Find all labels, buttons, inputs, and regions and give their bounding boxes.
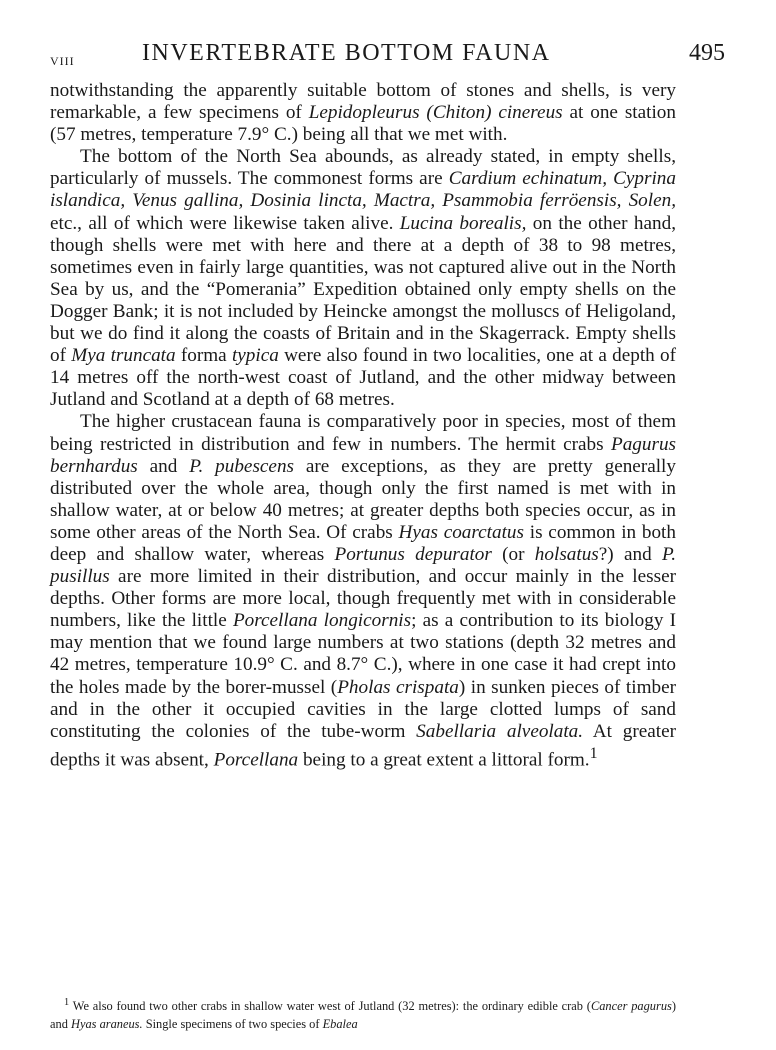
text-run: forma [175, 345, 232, 367]
text-run: ) in sunken pieces of timber and in the other it occupied cavities in the large clotted lumps of sand constituting the colonies of the tube-worm [50, 676, 676, 742]
text-run: are exceptions, as they are pretty generally distributed over the whole area, though only the first named is met with in shallow water, at or below 40 metres; at greater depths both species occur, as in some other areas of the North Sea. Of crabs [50, 455, 676, 543]
running-header [50, 40, 725, 70]
text-run: are more limited in their distribution, and occur mainly in the lesser depths. Other forms are more local, though frequently met with in considerable numbers, like the little [50, 566, 676, 632]
italic-run: typica [231, 345, 279, 367]
text-run: At greater depths it was absent, [50, 720, 676, 771]
footnote-marker: 1 [64, 997, 70, 1008]
italic-run: P. pusillus [50, 543, 676, 588]
text-run: The bottom of the North Sea abounds, as already stated, in empty shells, particularly of mussels. The commonest forms are [50, 146, 676, 190]
italic-run: Hyas coarctatus [398, 521, 524, 543]
running-title: INVERTEBRATE BOTTOM FAUNA [142, 40, 551, 66]
italic-run: Sabellaria alveolata. [416, 720, 584, 742]
italic-run: Cancer pagurus [590, 999, 672, 1014]
italic-run: Cardium echinatum, Cyprina islandica, Venus gallina, Dosinia lincta, Mactra, Psammobia ferröensis, Solen, [50, 168, 676, 212]
text-run: ; as a contribution to its biology I may mention that we found large numbers at two stations (depth 32 metres and 42 metres, temperature 10.9° C. and 8.7° C.), where in one case it had crept into the holes made by the borer-mussel ( [50, 610, 676, 698]
italic-run: Pholas crispata [337, 676, 459, 698]
italic-run: P. pubescens [189, 455, 295, 477]
text-run: We also found two other crabs in shallow water west of Jutland (32 metres): the ordinary edible crab ( [69, 999, 591, 1014]
italic-run: Porcellana [213, 749, 299, 771]
italic-run: Mya truncata [71, 345, 176, 367]
section-number: VIII [50, 54, 75, 68]
paragraph [50, 146, 676, 411]
footnote [50, 994, 676, 1033]
italic-run: holsatus [534, 543, 599, 565]
text-run: notwithstanding the apparently suitable bottom of stones and shells, is very remarkable, a few specimens of [50, 80, 676, 124]
text-run: being to a great extent a littoral form. [298, 749, 590, 771]
text-run: ?) and [598, 543, 662, 565]
text-run: etc., all of which were likewise taken alive. [50, 212, 400, 234]
page-number: 495 [689, 40, 725, 66]
footnote-text [50, 994, 676, 1033]
italic-run: Portunus depurator [334, 543, 492, 565]
text-run: Single specimens of two species of [142, 1017, 323, 1032]
italic-run: Lepidopleurus (Chiton) cinereus [308, 102, 563, 124]
text-run: ) and [50, 999, 676, 1032]
text-run: were also found in two localities, one at a depth of 14 metres off the north-west coast of Jutland, and the other midway between Jutland and Scotland at a depth of 68 metres. [50, 345, 676, 411]
italic-run: Pagurus bernhardus [50, 433, 676, 477]
text-run: The higher crustacean fauna is comparatively poor in species, most of them being restricted in distribution and few in numbers. The hermit crabs [50, 411, 676, 455]
text-run: and [137, 455, 190, 477]
italic-run: Hyas araneus. [71, 1017, 143, 1032]
italic-run: Ebalea [322, 1017, 358, 1032]
text-run: on the other hand, though shells were met with here and there at a depth of 38 to 98 metres, sometimes even in fairly large quantities, was not captured alive out in the North Sea by us, and the “Pomerania” Expedition obtained only empty shells on the Dogger Bank; it is not included by Heincke amongst the molluscs of Heligoland, but we do find it along the coasts of Britain and in the Skagerrack. Empty shells of [50, 212, 676, 367]
text-run: at one station (57 metres, temperature 7.9° C.) being all that we met with. [50, 102, 676, 146]
body-text [50, 80, 676, 771]
italic-run: Lucina borealis, [399, 212, 527, 234]
italic-run: Porcellana longicornis [232, 610, 412, 632]
text-run: is common in both deep and shallow water, whereas [50, 521, 676, 565]
paragraph [50, 80, 676, 146]
paragraph [50, 411, 676, 771]
text-run: (or [491, 543, 535, 565]
footnote-marker: 1 [589, 744, 598, 762]
